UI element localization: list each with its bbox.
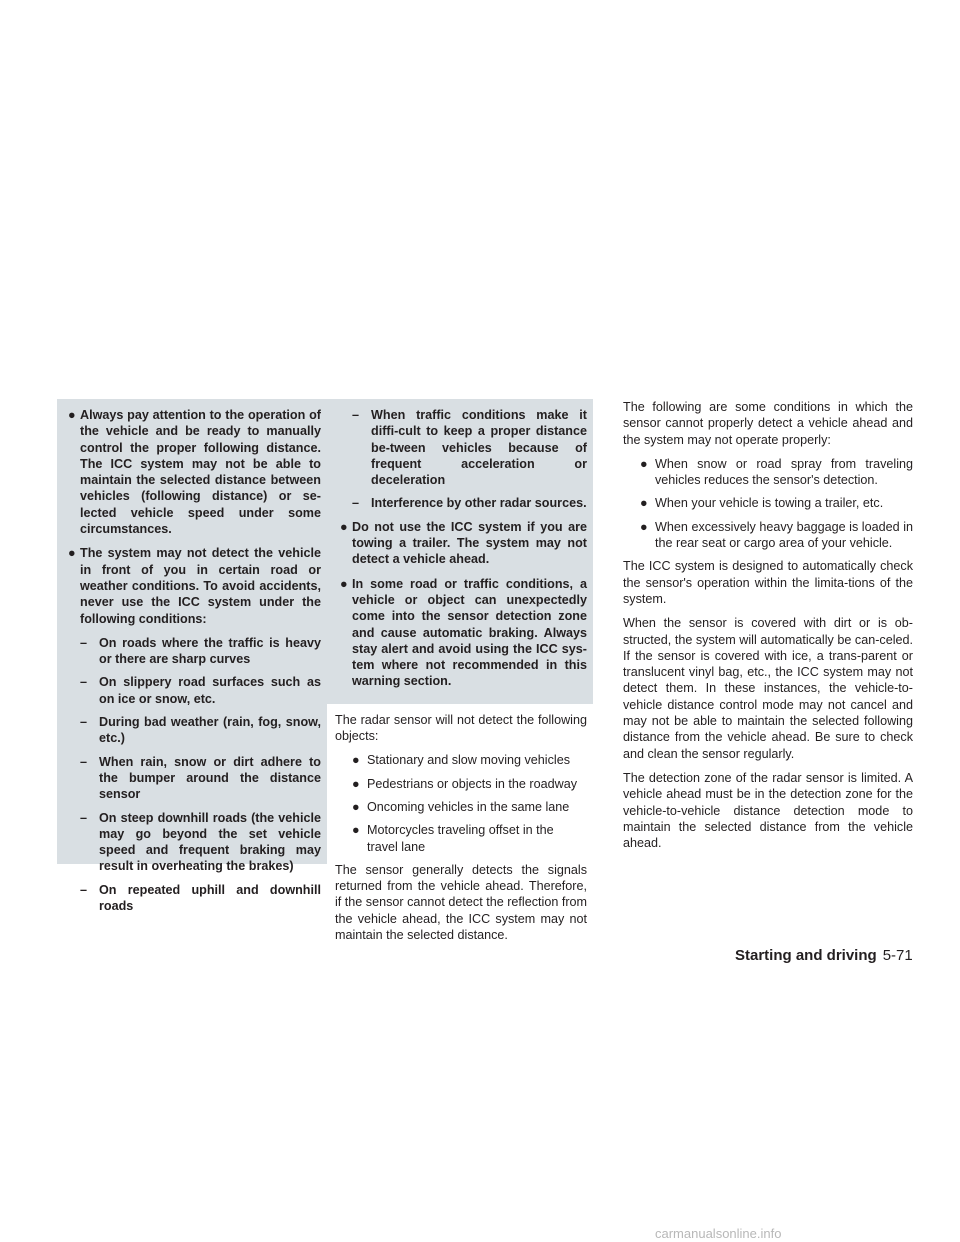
bullet-glyph: ● [352,753,360,768]
body-paragraph: The radar sensor will not detect the following objects: [335,712,587,744]
warning-dash-item: – On repeated uphill and downhill roads [80,882,321,914]
dash-glyph: – [80,715,88,730]
list-item: ● When snow or road spray from traveling vehicles reduces the sensor's detection. [640,456,913,488]
bullet-glyph: ● [640,496,648,511]
dash-glyph: – [80,754,88,769]
warning-bullet: ● In some road or traffic conditions, a vehicle or object can unexpectedly come into the sensor detection zone and cause automatic braking. Always stay alert and avoid using the ICC sys-tem where not recommended in this warning section. [340,576,587,689]
bullet-glyph: ● [640,519,648,534]
list-item: ● Pedestrians or objects in the roadway [352,776,578,791]
body-paragraph: When the sensor is covered with dirt or is ob-structed, the system will automatically be can-celed. If the sensor is covered with ice, a trans-parent or translucent vinyl bag, etc., the ICC system may not detect them. In these instances, the vehicle-to-vehicle distance control mode may not cancel and may not be able to maintain the selected following distance from the vehicle ahead. Be sure to check and clean the sensor regularly. [623,616,913,761]
page-number: 5-71 [882,947,913,964]
warning-bullet [63,407,321,537]
warning-dash-item: – During bad weather (rain, fog, snow, etc.) [80,715,321,746]
warning-bullet: ● Do not use the ICC system if you are towing a trailer. The system may not detect a vehicle ahead. [340,519,587,567]
bullet-glyph: ● [352,823,360,838]
list-item: ● Oncoming vehicles in the same lane [352,799,570,814]
body-paragraph: The detection zone of the radar sensor is limited. A vehicle ahead must be in the detection zone for the vehicle-to-vehicle distance detection mode to maintain the selected distance from the vehicle ahead. [623,770,913,851]
page-footer [735,947,913,964]
bullet-glyph: ● [68,546,76,561]
dash-glyph: – [80,810,88,825]
list-item: ● Motorcycles traveling offset in the travel lane [352,823,554,854]
dash-glyph: – [80,635,88,650]
warning-dash-item: – On steep downhill roads (the vehicle may go beyond the set vehicle speed and frequent braking may result in overheating the brakes) [80,810,321,874]
bullet-glyph: ● [352,799,360,814]
warning-bullet [63,545,321,626]
section-title: Starting and driving [735,947,877,964]
warning-text: Always pay attention to the operation of the vehicle and be ready to manually control the proper following distance. The ICC system may not be able to maintain the selected distance between vehicles (following distance) or se-lected vehicle speed under some circumstances. [80,408,321,537]
dash-glyph: – [80,882,88,897]
column-middle [327,399,593,951]
warning-dash-item: – On slippery road surfaces such as on ice or snow, etc. [80,675,321,706]
list-item: ● When your vehicle is towing a trailer, etc. [640,496,884,511]
warning-text: The system may not detect the vehicle in front of you in certain road or weather conditions. To avoid accidents, never use the ICC system under the following conditions: [80,546,321,626]
warning-dash-item: – When rain, snow or dirt adhere to the bumper around the distance sensor [80,754,321,802]
warning-box-middle [327,399,593,704]
list-item: ● Stationary and slow moving vehicles [352,753,571,768]
warning-dash-item: – On roads where the traffic is heavy or there are sharp curves [80,635,321,667]
body-paragraph: The following are some conditions in which the sensor cannot properly detect a vehicle ahead and the system may not operate properly: [623,400,913,447]
warning-box-left [57,399,327,914]
dash-glyph: – [352,496,360,511]
dash-glyph: – [80,675,88,690]
bullet-glyph: ● [640,456,648,471]
bullet-glyph: ● [68,408,76,422]
dash-glyph: – [352,408,360,422]
bullet-glyph: ● [340,576,348,591]
body-paragraph: The ICC system is designed to automatically check the sensor's operation within the limita-tions of the system. [623,559,913,606]
watermark: carmanualsonline.info [655,1226,782,1241]
bullet-glyph: ● [340,519,348,534]
warning-dash-item: – Interference by other radar sources. [352,496,587,511]
bullet-glyph: ● [352,776,360,791]
list-item: ● When excessively heavy baggage is loaded in the rear seat or cargo area of your vehicle. [640,519,913,551]
body-paragraph: The sensor generally detects the signals returned from the vehicle ahead. Therefore, if the sensor cannot detect the reflection from the vehicle ahead, the ICC system may not maintain the selected distance. [335,862,588,943]
warning-dash-item: – When traffic conditions make it diffi-cult to keep a proper distance be-tween vehicles because of frequent acceleration or deceleration [352,408,587,488]
column-right [623,399,913,859]
